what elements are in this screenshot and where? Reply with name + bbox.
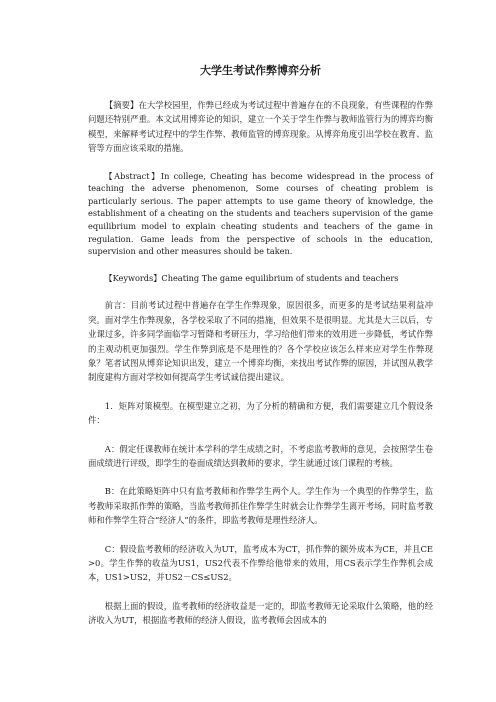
abstract-english: 【Abstract】In college, Cheating has become widespread in the process of teaching the adverse phenomenon, Some courses of cheating problem is particularly serious. The paper attempts to use game theory of knowledge, the establishment of a cheating on the students and teachers supervision of the game equilibrium model to explain cheating students and teachers of the game in regulation. Game leads from the perspective of schools in the education, supervision and other measures should be taken. xyxy=(88,170,433,257)
assumption-c: C：假设监考教师的经济收入为UT，监考成本为CT，抓作弊的额外成本为CE，并且CE>0。学生作弊的收益为US1，US2代表不作弊给他带来的效用，用CS表示学生作弊机会成本，US1>US2，并US2－CS≤US2。 xyxy=(88,543,433,583)
keywords: 【Keywords】Cheating The game equilibrium of students and teachers xyxy=(104,272,399,283)
abstract-chinese: 【摘要】在大学校园里，作弊已经成为考试过程中普遍存在的不良现象，有些课程的作弊问题还特别严重。本文试用博弈论的知识，建立一个关于学生作弊与教师监管行为的博弈均衡模型，来解释考试过程中的学生作弊、教师监管的博弈现象。从博弈角度引出学校在教育、监管等方面应该采取的措施。 xyxy=(88,100,433,154)
closing-paragraph: 根据上面的假设，监考教师的经济收益是一定的，即监考教师无论采取什么策略，他的经济收入为UT，根据监考教师的经济人假设，监考教师会因成本的 xyxy=(88,600,433,626)
document-title: 大学生考试作弊博弈分析 xyxy=(200,64,321,77)
section-1-intro: 1．矩阵对策模型。在模型建立之初，为了分析的精确和方便，我们需要建立几个假设条件： xyxy=(88,400,433,426)
assumption-a: A：假定任课教师在统计本学科的学生成绩之时，不考虑监考教师的意见，会按照学生卷面成绩进行评级，即学生的卷面成绩达到教师的要求，学生就通过该门课程的考核。 xyxy=(88,443,433,469)
assumption-b: B：在此策略矩阵中只有监考教师和作弊学生两个人。学生作为一个典型的作弊学生，监考教师采取抓作弊的策略，当监考教师抓住作弊学生时就会让作弊学生离开考场，同时监考教师和作弊学生符合“经济人”的条件，即监考教师是理性经济人。 xyxy=(88,486,433,526)
preface-paragraph: 前言：目前考试过程中普遍存在学生作弊现象，原因很多，而更多的是考试结果利益冲突。面对学生作弊现象，各学校采取了不同的措施，但效果不是很明显。尤其是大三以后，专业课过多，许多同学面临学习暂降和考研压力，学习给他们带来的效用进一步降低，考试作弊的主观动机更加强烈。学生作弊到底是不是理性的？各个学校应该怎么样来应对学生作弊现象？笔者试图从博弈论知识出发，建立一个博弈均衡，来找出考试作弊的原因，并试图从教学制度建构方面对学校如何提高学生考试诚信提出建议。 xyxy=(88,300,433,383)
